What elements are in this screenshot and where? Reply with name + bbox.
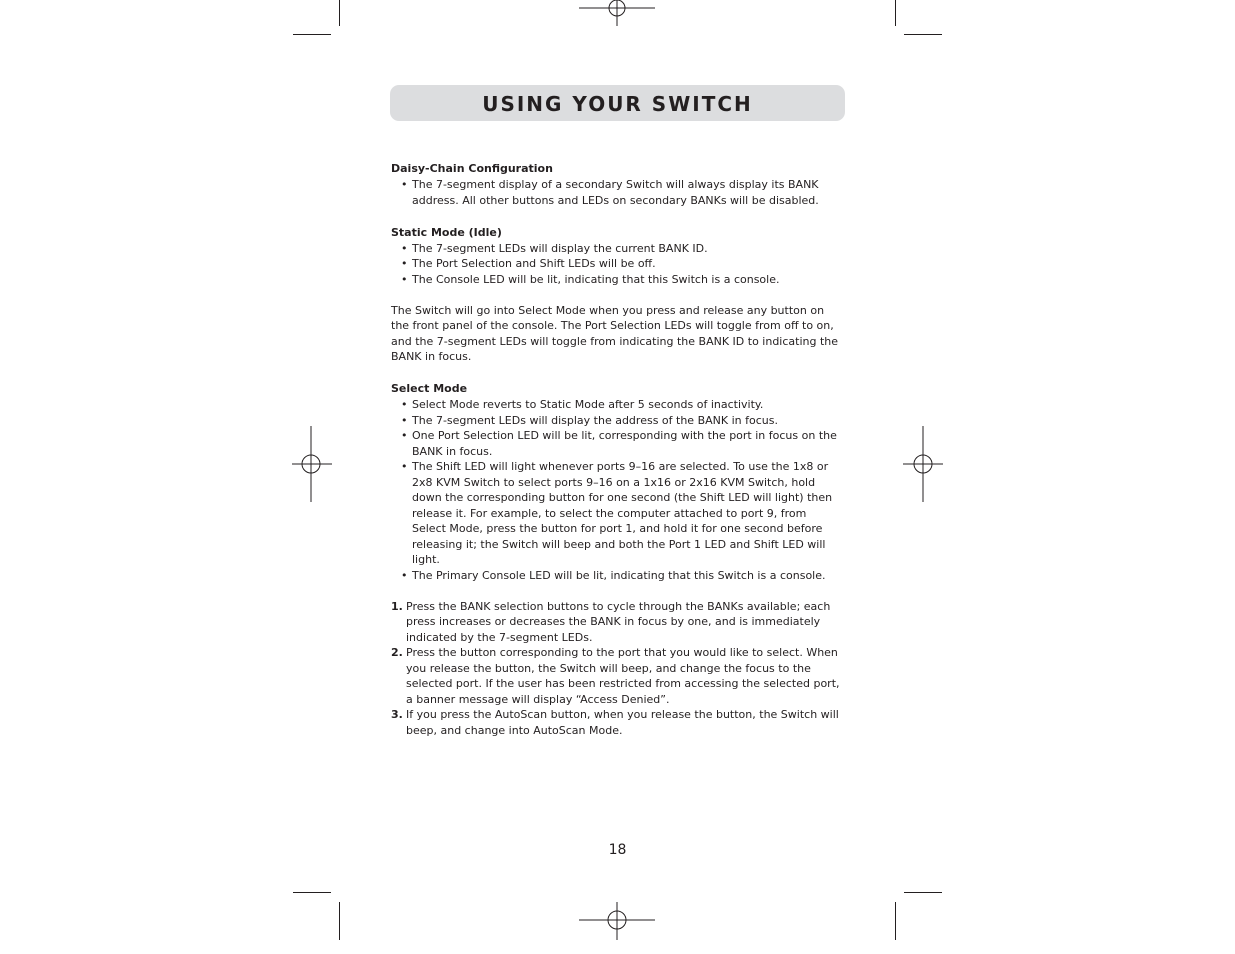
bullet-icon: •	[401, 272, 408, 286]
registration-mark-icon	[292, 426, 332, 504]
list-item-text: The 7-segment display of a secondary Switch will always display its BANK address. All other buttons and LEDs on secondary BANKs will be disabled.	[412, 178, 819, 207]
static-mode-list	[391, 241, 841, 288]
crop-mark	[895, 902, 896, 940]
list-item-text: The Console LED will be lit, indicating that this Switch is a console.	[412, 272, 780, 286]
list-item	[391, 256, 841, 272]
steps-list	[391, 599, 841, 739]
section-heading-static-mode: Static Mode (Idle)	[391, 225, 502, 239]
crop-mark	[339, 0, 340, 26]
list-item	[391, 568, 841, 584]
list-item-text: The 7-segment LEDs will display the address of the BANK in focus.	[412, 413, 778, 427]
bullet-icon: •	[401, 178, 408, 191]
list-item	[391, 272, 841, 288]
list-item-text: Select Mode reverts to Static Mode after 5 seconds of inactivity.	[412, 398, 764, 411]
step-number: 1.	[391, 599, 403, 613]
list-item	[391, 177, 841, 208]
list-item	[391, 397, 841, 413]
section-heading-select-mode: Select Mode	[391, 382, 468, 395]
step-text: Press the button corresponding to the port that you would like to select. When you release the button, the Switch will beep, and change the focus to the selected port. If the user has been restricted from accessing the selected port, a banner message will display “Access Denied”.	[406, 646, 840, 706]
select-mode-list	[391, 397, 841, 583]
list-item	[391, 428, 841, 459]
page-number: 18	[608, 842, 627, 858]
bullet-icon: •	[401, 398, 408, 411]
list-item-text: One Port Selection LED will be lit, corresponding with the port in focus on the BANK in focus.	[412, 429, 837, 458]
bullet-icon: •	[401, 413, 408, 427]
crop-mark	[904, 892, 942, 893]
list-item	[391, 241, 841, 257]
list-item-text: The 7-segment LEDs will display the current BANK ID.	[412, 241, 708, 255]
select-mode-intro: The Switch will go into Select Mode when you press and release any button on the front panel of the console. The Port Selection LEDs will toggle from off to on, and the 7-segment LEDs will toggle from indicating the BANK ID to indicating the BANK in focus.	[391, 303, 839, 363]
registration-mark-icon	[577, 0, 657, 28]
crop-mark	[895, 0, 896, 26]
daisy-chain-list	[391, 177, 841, 208]
page-title: USING YOUR SWITCH	[482, 92, 753, 116]
section-heading-daisy-chain: Daisy-Chain Configuration	[391, 162, 553, 175]
crop-mark	[293, 34, 331, 35]
step-text: If you press the AutoScan button, when you release the button, the Switch will beep, and change into AutoScan Mode.	[406, 708, 839, 737]
list-item-text: The Shift LED will light whenever ports 9–16 are selected. To use the 1x8 or 2x8 KVM Switch to select ports 9–16 on a 1x16 or 2x16 KVM Switch, hold down the corresponding button for one second (the Shift LED will light) then release it. For example, to select the computer attached to port 9, from Select Mode, press the button for port 1, and hold it for one second before releasing it; the Switch will beep and both the Port 1 LED and Shift LED will light.	[412, 460, 833, 566]
bullet-icon: •	[401, 241, 408, 255]
step-item	[391, 645, 841, 707]
crop-mark	[339, 902, 340, 940]
content-body	[391, 160, 841, 738]
step-text: Press the BANK selection buttons to cycle through the BANKs available; each press increases or decreases the BANK in focus by one, and is immediately indicated by the 7-segment LEDs.	[406, 599, 831, 644]
bullet-icon: •	[401, 460, 408, 473]
step-number: 2.	[391, 646, 403, 659]
list-item	[391, 459, 841, 568]
crop-mark	[293, 892, 331, 893]
registration-mark-icon	[577, 902, 657, 942]
bullet-icon: •	[401, 257, 408, 270]
bullet-icon: •	[401, 568, 408, 582]
registration-mark-icon	[903, 426, 943, 504]
step-item	[391, 707, 841, 738]
step-number: 3.	[391, 708, 403, 721]
list-item-text: The Primary Console LED will be lit, indicating that this Switch is a console.	[412, 568, 826, 582]
header-banner	[390, 85, 845, 121]
step-item	[391, 599, 841, 646]
list-item-text: The Port Selection and Shift LEDs will be off.	[412, 257, 656, 270]
list-item	[391, 413, 841, 429]
bullet-icon: •	[401, 429, 408, 442]
crop-mark	[904, 34, 942, 35]
